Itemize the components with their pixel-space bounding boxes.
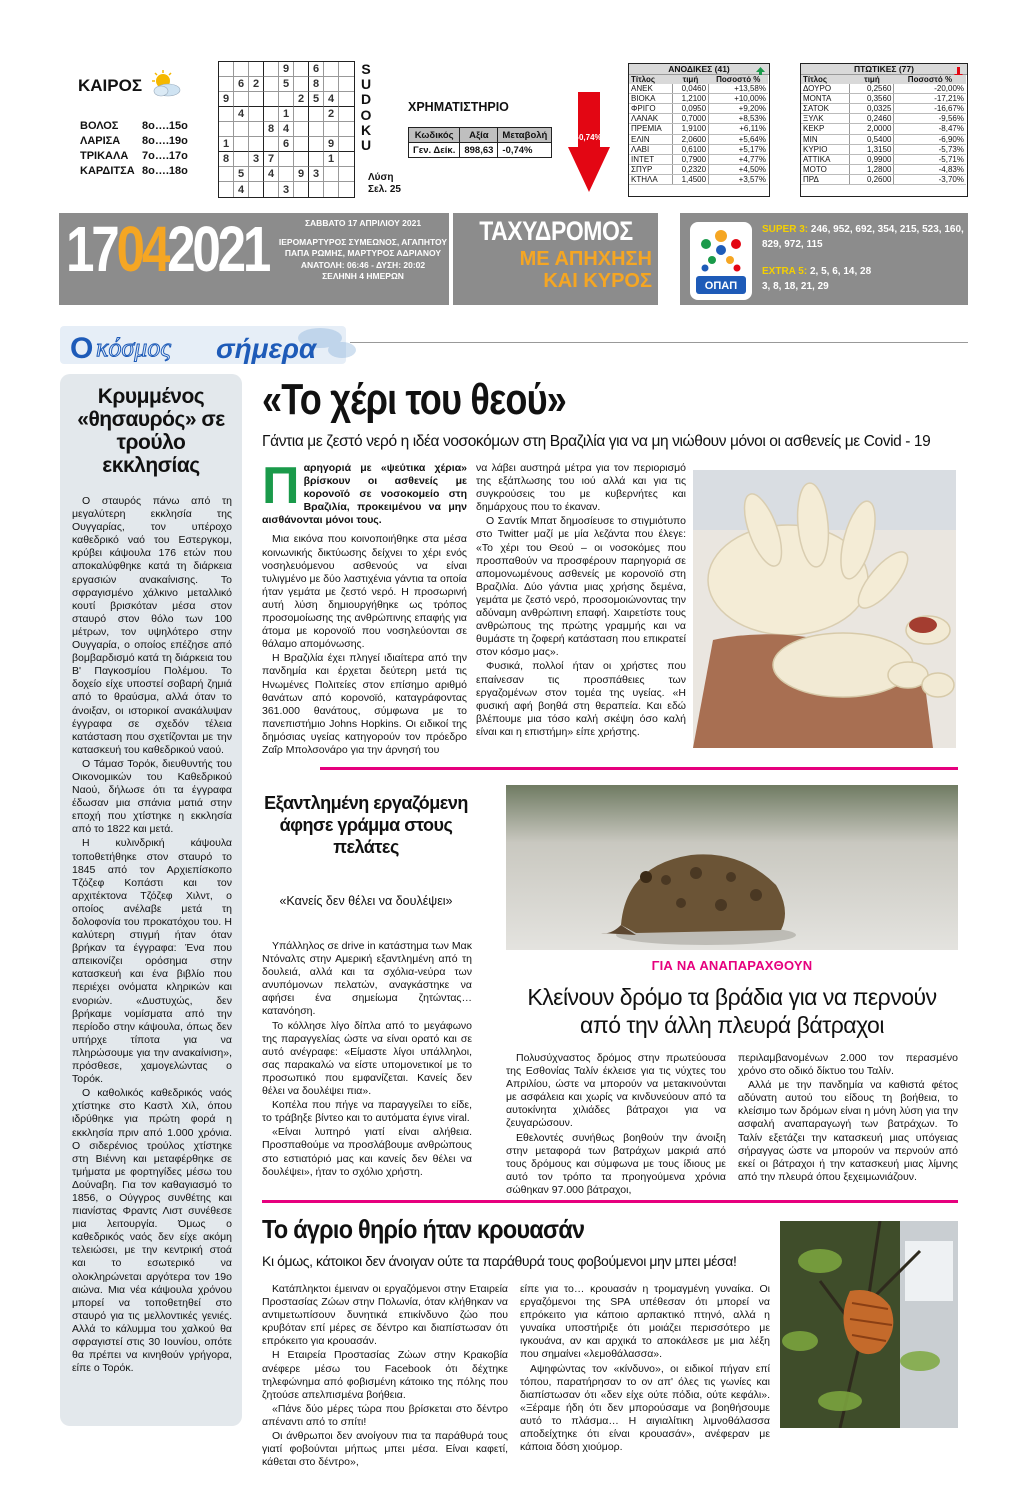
table-cell: +5,17% [709, 144, 768, 154]
table-cell: ΕΛΙΝ [629, 134, 672, 144]
table-cell: 0,3560 [850, 94, 894, 104]
table-header: Τίτλος [801, 75, 850, 84]
sudoku-cell [339, 152, 354, 167]
table-header: τιμή [850, 75, 894, 84]
frog-article-column-2: περιλαμβανομένων 2.000 τον περασμένο χρόνο στο οδικό δίκτυο του Ταλίν. Αλλά με την πανδημία να καθιστά φέτος αδύνατη αυτού του είδους τη βοήθεια, το κλείσιμο των δρόμων είναι η μόνη λύση για την ασφαλή αναπαραγωγή των βατράχων. Το Ταλίν εξετάζει την κατασκευή μιας υπόγειας σήραγγας ώστε να μπορούν να περνούν από εκεί οι βάτραχοι ή την κατασκευή μιας λίμνης από την πλευρά όπου ξεχειμωνιάζουν. [738, 1052, 958, 1183]
sudoku-cell [264, 137, 279, 152]
sudoku-cell: 1 [219, 137, 234, 152]
table-cell: 1,2100 [672, 94, 708, 104]
table-row [629, 144, 768, 154]
sudoku-cell [324, 122, 339, 137]
sudoku-cell [324, 77, 339, 92]
index-change-label: -0,74% [576, 133, 602, 142]
main-article-column-1: Παρηγοριά με «ψεύτικα χέρια» βρίσκουν οι ασθενείς με κορονοϊό σε νοσοκομείο στη Βραζιλία, προκειμένου να μην αισθάνονται μόνοι τους. Μια εικόνα που κοινοποιήθηκε στα μέσα κοινωνικής δικτύωσης δείχνει το χέρι ενός νοσηλευόμενου ασθενούς να είναι τυλιγμένο με δύο λαστιχένια γάντια τα οποία ήταν γεμάτα με ζεστό νερό. Η προσωρινή αυτή λύση δημιουργήθηκε ως τρόπος προσομοίωσης της ανθρώπινης επαφής για άτομα με κορονοϊό που νοσηλεύονται σε θάλαμο απομόνωσης. Η Βραζιλία έχει πληγεί ιδιαίτερα από την πανδημία και έρχεται δεύτερη μετά τις Ηνωμένες Πολιτείες στον επίσημο αριθμό θανάτων από κορονοϊό, καταγράφοντας 361.000 θανάτους, σύμφωνα με το πανεπιστήμιο Johns Hopkins. Οι ειδικοί της δημόσιας υγείας κατηγορούν τον πρόεδρο Ζαΐρ Μπολσονάρο για την άρνησή του [262, 457, 467, 756]
table-cell: -3,70% [894, 174, 966, 184]
sudoku-cell [294, 77, 309, 92]
main-article-lead: αρηγοριά με «ψεύτικα χέρια» βρίσκουν οι ασθενείς με κορονοϊό σε νοσοκομείο στη Βραζιλία, προκειμένου να μην αισθάνονται μόνοι τους. [262, 462, 467, 527]
sudoku-cell [264, 182, 279, 197]
sudoku-letter: D [360, 91, 372, 108]
table-cell: 0,2560 [850, 84, 894, 94]
table-row [801, 114, 966, 124]
losers-rows [801, 75, 966, 185]
sudoku-cell: 5 [309, 92, 324, 107]
section-word-1: Ο [70, 332, 94, 365]
table-cell: ΦΡΙΓΟ [629, 104, 672, 114]
section-header [60, 318, 970, 370]
sudoku-cell [339, 167, 354, 182]
sudoku-cell: 2 [249, 77, 264, 92]
sudoku-letter: U [360, 76, 372, 93]
worker-article-subtitle: «Κανείς δεν θέλει να δουλέψει» [279, 894, 453, 908]
sudoku-cell: 2 [294, 92, 309, 107]
sudoku-cell [264, 62, 279, 77]
section-word-2: κόσμος [96, 333, 171, 362]
sudoku-cell: 9 [219, 92, 234, 107]
sudoku-cell [264, 77, 279, 92]
issue-date: 17042021 [66, 213, 269, 285]
opap-logo [690, 222, 752, 300]
table-cell: +13,58% [709, 84, 768, 94]
table-header: Ποσοστό % [709, 75, 768, 84]
sudoku-cell [219, 122, 234, 137]
table-row [629, 104, 768, 114]
sudoku-cell [219, 77, 234, 92]
table-row [629, 94, 768, 104]
sudoku-cell: 3 [249, 152, 264, 167]
sudoku-cell: 3 [309, 167, 324, 182]
sudoku-cell [219, 62, 234, 77]
table-cell: ΚΤΗΛΑ [629, 174, 672, 184]
sudoku-cell [339, 92, 354, 107]
svg-text:ΟΠΑΠ: ΟΠΑΠ [704, 280, 738, 292]
table-cell: ΠΡΔ [801, 174, 850, 184]
table-cell: +9,20% [709, 104, 768, 114]
frog-article-column-1: Πολυσύχναστος δρόμος στην πρωτεύουσα της Εσθονίας Ταλίν έκλεισε για τις νύχτες του Απριλίου, ώστε να μπορούν να μετακινούνται με ασφάλεια και χωρίς να κινδυνεύουν από τα αυτοκίνητα χιλιάδες βάτραχοι για να ζευγαρώσουν. Εθελοντές συνήθως βοηθούν την άνοιξη στην μεταφορά των βατράχων μακριά από τους δρόμους και σύμφωνα με τους ίδιους με αυτό τον τρόπο τα προηγούμενα χρόνια σώθηκαν 97.000 βάτραχοι, [506, 1052, 726, 1196]
sudoku-cell: 5 [234, 167, 249, 182]
table-cell: ΜΟΝΤΑ [801, 94, 850, 104]
sudoku-cell [249, 137, 264, 152]
table-cell: -9,56% [894, 114, 966, 124]
sudoku-cell [339, 122, 354, 137]
table-cell: 1,2800 [850, 164, 894, 174]
table-cell: ΛΑΝΑΚ [629, 114, 672, 124]
sudoku-grid [218, 61, 355, 198]
sudoku-cell [339, 137, 354, 152]
table-row [801, 124, 966, 134]
sudoku-cell [339, 77, 354, 92]
table-row [801, 94, 966, 104]
sudoku-cell [324, 167, 339, 182]
losers-table [800, 63, 968, 197]
section-divider [320, 767, 958, 770]
gainers-title: ΑΝΟΔΙΚΕΣ (41) [629, 64, 769, 75]
table-cell: -6,90% [894, 134, 966, 144]
sudoku-cell [294, 137, 309, 152]
sudoku-cell: 6 [234, 77, 249, 92]
sudoku-cell [309, 107, 324, 122]
sudoku-cell [219, 182, 234, 197]
weather-row: ΒΟΛΟΣ 8ο….15ο [80, 120, 188, 132]
sudoku-cell [279, 92, 294, 107]
table-cell: ΙΝΤΕΤ [629, 154, 672, 164]
sudoku-cell: 3 [279, 182, 294, 197]
table-row [801, 174, 966, 184]
table-cell: -17,21% [894, 94, 966, 104]
date-details: ΣΑΒΒΑΤΟ 17 ΑΠΡΙΛΙΟΥ 2021 ΙΕΡΟΜΑΡΤΥΡΟΣ ΣΥΜΕΩΝΟΣ, ΑΓΑΠΗΤΟΥ ΠΑΠΑ ΡΩΜΗΣ, ΜΑΡΤΥΡΟΣ ΑΔΡΙΑΝΟΥ ΑΝΑΤΟΛΗ: 06:46 - ΔΥΣΗ: 20:02 ΣΕΛΗΝΗ 4 ΗΜΕΡΩΝ [278, 218, 448, 281]
sudoku-cell [309, 122, 324, 137]
newspaper-tagline: ΜΕ ΑΠΗΧΗΣΗ ΚΑΙ ΚΥΡΟΣ [519, 248, 652, 292]
table-cell: 0,2460 [850, 114, 894, 124]
table-cell: ΒΙΟΚΑ [629, 94, 672, 104]
sudoku-cell [249, 62, 264, 77]
main-article-column-2: να λάβει αυστηρά μέτρα για τον περιορισμό της εξάπλωσης του ιού αλλά και για τις συγκρούσεις του με κυβερνήτες και δημάρχους που το έκαναν. Ο Σαντίκ Μπατ δημοσίευσε το στιγμιότυπο στο Twitter μαζί με μία λεζάντα που έλεγε: «Το χέρι του Θεού – οι νοσοκόμες που προσπαθούν να προσφέρουν παρηγοριά σε απομονωμένους ασθενείς με κορονοϊό στη Βραζιλία. Δύο γάντια μιας χρήσης δεμένα, γεμάτα με ζεστό νερό, προσομοιώνοντας την αδύναμη ανθρώπινη επαφή. Χαιρετίστε τους ανθρώπους της πρώτης γραμμής και να θυμάστε τη ζοφερή κατάσταση που επικρατεί στον κόσμο μας». Φυσικά, πολλοί ήταν οι χρήστες που επαίνεσαν τις προσπάθειες των εργαζομένων στον τομέα της υγείας. «Η φυσική αφή βοηθά στη θεραπεία. Και εδώ βλέπουμε μια τόσο καλή σκέψη όσο καλή είναι και η επιστήμη» είπε χρήστης. [476, 462, 686, 738]
sudoku-cell: 4 [279, 122, 294, 137]
sudoku-cell [219, 107, 234, 122]
sudoku-cell: 1 [279, 107, 294, 122]
sudoku-cell: 4 [234, 182, 249, 197]
table-cell: 0,6100 [672, 144, 708, 154]
sudoku-cell: 9 [324, 137, 339, 152]
table-header: τιμή [672, 75, 708, 84]
sudoku-cell [309, 152, 324, 167]
croissant-article-column-1: Κατάπληκτοι έμειναν οι εργαζόμενοι στην Εταιρεία Προστασίας Ζώων στην Πολωνία, όταν κλήθηκαν να αντιμετωπίσουν δυνητικά επικίνδυνο ζώο που κρυβόταν επί μέρες σε δέντρο και διαπίστωσαν ότι επρόκειτο για κρουασάν. Η Εταιρεία Προστασίας Ζώων στην Κρακοβία ανέφερε μέσω του Facebook ότι δέχτηκε τηλεφώνημα από φοβισμένη κάτοικο της πόλης που ζητούσε απελπισμένα βοήθεια. «Πάνε δύο μέρες τώρα που βρίσκεται στο δέντρο απέναντι από το σπίτι! Οι άνθρωποι δεν ανοίγουν πια τα παράθυρά τους γιατί φοβούνται μήπως μπει μέσα. Είναι καφετί, κάθεται στο δέντρο», [262, 1283, 508, 1469]
sudoku-cell [264, 92, 279, 107]
sudoku-cell: 5 [279, 77, 294, 92]
main-article-title: «Το χέρι του θεού» [262, 375, 567, 424]
table-cell: +5,64% [709, 134, 768, 144]
table-cell: ΛΑΒΙ [629, 144, 672, 154]
sudoku-cell: 6 [279, 137, 294, 152]
table-row [801, 134, 966, 144]
sudoku-cell [234, 92, 249, 107]
sudoku-cell [294, 152, 309, 167]
table-cell: +6,11% [709, 124, 768, 134]
table-cell: 0,9900 [850, 154, 894, 164]
sun-cloud-icon [148, 70, 182, 98]
sudoku-cell [294, 62, 309, 77]
sudoku-cell: 6 [309, 62, 324, 77]
table-row [629, 124, 768, 134]
table-cell: 0,2320 [672, 164, 708, 174]
sudoku-cell [294, 182, 309, 197]
croissant-article-column-2: είπε για το… κρουασάν η τρομαγμένη γυναίκα. Οι εργαζόμενοι της SPA υπέθεσαν ότι μπορεί να επρόκειτο για κάποιο αρπακτικό πτηνό, αλλά η γυναίκα υποστήριξε ότι μοιάζει περισσότερο με ιγκουάνα, αν και αρχικά το αποκάλεσε με μια λέξη που σημαίνει «λεμοθάλασσα». Αψηφώντας τον «κίνδυνο», οι ειδικοί πήγαν επί τόπου, παρατήρησαν το ον απ' όλες τις γωνίες και διαπίστωσαν ότι «δεν είχε ούτε πόδια, ούτε κεφάλι». «Ξέραμε ήδη ότι δεν μπορούσαμε να βοηθήσουμε αυτό το πλάσμα… Η αιγιαλίτικη λιμνοθάλασσα αποδείχτηκε ότι είναι κρουασάν», ανέφεραν με κάποια δόση χιούμορ. [520, 1283, 770, 1454]
table-cell: 2,0600 [672, 134, 708, 144]
sudoku-cell [249, 167, 264, 182]
table-cell: -20,00% [894, 84, 966, 94]
sudoku-cell: 4 [234, 107, 249, 122]
table-cell: 2,0000 [850, 124, 894, 134]
table-row [801, 144, 966, 154]
table-cell: 1,4500 [672, 174, 708, 184]
table-cell: +10,00% [709, 94, 768, 104]
frog-article-title: Κλείνουν δρόμο τα βράδια για να περνούν από την άλλη πλευρά βάτραχοι [527, 984, 937, 1038]
table-cell: 1,9100 [672, 124, 708, 134]
sudoku-cell [339, 182, 354, 197]
sudoku-letter: U [360, 137, 372, 154]
sudoku-cell [264, 107, 279, 122]
table-cell: ΜΙΝ [801, 134, 850, 144]
sudoku-cell [249, 107, 264, 122]
sudoku-cell [234, 62, 249, 77]
table-row [801, 104, 966, 114]
table-cell: 0,0950 [672, 104, 708, 114]
stock-title: ΧΡΗΜΑΤΙΣΤΗΡΙΟ [408, 100, 509, 114]
table-row [801, 84, 966, 94]
croissant-in-tree-photo [780, 1221, 958, 1428]
table-cell: -5,73% [894, 144, 966, 154]
sudoku-cell: 2 [324, 107, 339, 122]
table-cell: -5,71% [894, 154, 966, 164]
down-arrow-icon [568, 92, 610, 192]
sudoku-cell: 9 [279, 62, 294, 77]
table-cell: ΔΟΥΡΟ [801, 84, 850, 94]
table-cell: -4,83% [894, 164, 966, 174]
table-row [801, 164, 966, 174]
sudoku-cell [234, 122, 249, 137]
sudoku-solution-note: Λύση Σελ. 25 [368, 172, 401, 195]
table-cell: ΣΑΤΟΚ [801, 104, 850, 114]
newspaper-title: ΤΑΧΥΔΡΟΜΟΣ [479, 216, 633, 246]
table-cell: +3,57% [709, 174, 768, 184]
section-rule [350, 342, 968, 343]
sudoku-cell [234, 137, 249, 152]
sudoku-cell [339, 107, 354, 122]
table-row [629, 134, 768, 144]
table-cell: 0,7900 [672, 154, 708, 164]
table-row [801, 154, 966, 164]
sidebar-article-title: Κρυμμένος «θησαυρός» σε τρούλο εκκλησίας [77, 385, 225, 477]
section-word-3: σήμερα [216, 333, 317, 364]
sudoku-cell [309, 182, 324, 197]
opap-results: SUPER 3: 246, 952, 692, 354, 215, 523, 160, 829, 972, 115 EXTRA 5: 2, 5, 6, 14, 28 3, 8, 18, 21, 29 [762, 224, 964, 292]
stock-index-table: Κωδικός Αξία Μεταβολή Γεν. Δείκ. 898,63 -0,74% [408, 127, 552, 158]
worker-article-title: Εξαντλημένη εργαζόμενη άφησε γράμμα στους πελάτες [264, 793, 468, 857]
table-cell: ΚΕΚΡ [801, 124, 850, 134]
gainers-rows [629, 75, 768, 185]
frog-article-kicker: ΓΙΑ ΝΑ ΑΝΑΠΑΡΑΧΘΟΥΝ [651, 958, 813, 973]
drop-cap: Π [262, 457, 300, 515]
croissant-article-title: Το άγριο θηρίο ήταν κρουασάν [262, 1214, 585, 1244]
sudoku-cell: 8 [264, 122, 279, 137]
table-row [629, 114, 768, 124]
table-cell: 0,0325 [850, 104, 894, 114]
table-cell: 0,5400 [850, 134, 894, 144]
table-cell: ΜΟΤΟ [801, 164, 850, 174]
sudoku-cell [279, 152, 294, 167]
sudoku-cell [339, 62, 354, 77]
sudoku-cell [249, 182, 264, 197]
gainers-table [628, 63, 770, 197]
sudoku-cell: 8 [309, 77, 324, 92]
sudoku-letter: S [361, 61, 371, 77]
sudoku-cell [279, 167, 294, 182]
table-row [629, 164, 768, 174]
gloved-hand-photo [693, 470, 956, 748]
table-cell: ΞΥΛΚ [801, 114, 850, 124]
table-row [629, 154, 768, 164]
sudoku-cell [294, 122, 309, 137]
table-row [629, 84, 768, 94]
table-cell: +4,50% [709, 164, 768, 174]
table-cell: ΠΡΕΜΙΑ [629, 124, 672, 134]
sudoku-cell [249, 92, 264, 107]
sudoku-cell [324, 62, 339, 77]
losers-title: ΠΤΩΤΙΚΕΣ (77) [801, 64, 967, 75]
sudoku-letter: O [360, 106, 372, 123]
sudoku-cell [249, 122, 264, 137]
table-cell: ΑΤΤΙΚΑ [801, 154, 850, 164]
weather-row: ΛΑΡΙΣΑ 8ο….19ο [80, 135, 188, 147]
sudoku-cell: 1 [324, 152, 339, 167]
sudoku-cell [324, 182, 339, 197]
sudoku-letter: K [360, 121, 372, 138]
sudoku-cell: 8 [219, 152, 234, 167]
main-article-subtitle: Γάντια με ζεστό νερό η ιδέα νοσοκόμων στη Βραζιλία για να μη νιώθουν μόνοι οι ασθενείς με Covid - 19 [262, 433, 931, 450]
weather-title: ΚΑΙΡΟΣ [78, 76, 143, 95]
sudoku-cell [219, 167, 234, 182]
table-cell: 0,2600 [850, 174, 894, 184]
table-cell: 1,3150 [850, 144, 894, 154]
sudoku-cell [234, 152, 249, 167]
table-header: Τίτλος [629, 75, 672, 84]
sidebar-article-body: Ο σταυρός πάνω από τη μεγαλύτερη εκκλησία της Ουγγαρίας, τον υπέροχο καθεδρικό ναό του Εστεργκομ, κρύβει κάψουλα 176 ετών που αποκαλύφθηκε κατά τη διάρκεια εργασιών ανακαίνισης. Το σφραγισμένο χάλκινο μεταλλικό κουτί βρισκόταν μέσα στον σταυρό στον θόλο των 100 μέτρων, τον υψηλότερο στην Ουγγαρία, ο οποίος επέζησε από βομβαρδισμό κατά τη διάρκεια του Β' Παγκοσμίου Πολέμου. Το δοχείο είχε υποστεί σοβαρή ζημιά από το θραύσμα, αλλά όταν το άνοιξαν, οι ιστορικοί ανακάλυψαν έγγραφα σε σχεδόν τέλεια κατάσταση που σχετίζονται με την κατασκευή του καθεδρικού ναού. Ο Τάμασ Τορόκ, διευθυντής του Οικονομικών του Καθεδρικού Ναού, δήλωσε ότι τα έγγραφα έδωσαν μια σπάνια ματιά στην εποχή που χτίστηκε η εκκλησία από το 1822 και μετά. Η κυλινδρική κάψουλα τοποθετήθηκε στον σταυρό το 1845 από τον Αρχιεπίσκοπο Τζόζεφ Κοπάστι και τον αρχιτέκτονα Τζόζεφ Χιλντ, ο οποίος ανέλαβε μετά τη δολοφονία του προκατόχου του. Η καλύτερη στιγμή ήταν όταν βρήκαν τα έγγραφα: Ένα που απεικονίζει ορόσημα στην κατασκευή και ένα βιβλίο που περιέχει ονόματα κληρικών και ενοριών. «Δυστυχώς, δεν βρήκαμε νομίσματα από την περίοδο στην κάψουλα, όπως δεν υπήρχε τίποτα για να πληρώσουμε για την ανακαίνιση», πρόσθεσε, χαμογελώντας ο Τορόκ. Ο καθολικός καθεδρικός ναός χτίστηκε στο Καστλ Χιλ, όπου ιδρύθηκε για πρώτη φορά η εκκλησία πριν από 1.000 χρόνια. Ο σιδερένιος τρούλος χτίστηκε στη Βιέννη και μεταφέρθηκε σε τμήματα με φορτηγίδες μέσω του Δούναβη. Για τον καθαγιασμό το 1856, ο Ούγγρος συνθέτης και πιανίστας Φραντς Λιστ συνέθεσε μια λειτουργία. Όμως ο καθεδρικός ναός δεν είχε ακόμη τελειώσει, με την κεντρική στοά και το εσωτερικό να ολοκληρώνεται αργότερα τον 19ο αιώνα. Μια νέα κάψουλα χρόνου μπορεί να τοποθετηθεί στο σταυρό για τις μελλοντικές γενιές. Αλλά το κάλυμμα του χαλκού θα σφραγιστεί στις 30 Ιουνίου, οπότε θα πρέπει να κινηθούν γρήγορα, είπε ο Τορόκ. [72, 495, 232, 1375]
table-header: Ποσοστό % [894, 75, 966, 84]
section-divider [262, 1200, 958, 1203]
table-cell: +4,77% [709, 154, 768, 164]
table-cell: 0,0460 [672, 84, 708, 94]
table-cell: ΚΥΡΙΟ [801, 144, 850, 154]
weather-row: ΚΑΡΔΙΤΣΑ 8ο….18ο [80, 165, 188, 177]
table-cell: +8,53% [709, 114, 768, 124]
table-row [629, 174, 768, 184]
sudoku-cell: 7 [264, 152, 279, 167]
table-cell: -8,47% [894, 124, 966, 134]
weather-row: ΤΡΙΚΑΛΑ 7ο….17ο [80, 150, 188, 162]
sudoku-cell: 9 [294, 167, 309, 182]
table-cell: -16,67% [894, 104, 966, 114]
frog-photo [506, 785, 958, 950]
table-cell: ΣΠΥΡ [629, 164, 672, 174]
table-cell: ΑΝΕΚ [629, 84, 672, 94]
sudoku-cell [309, 137, 324, 152]
worker-article-body: Υπάλληλος σε drive in κατάστημα των Μακ Ντόναλτς στην Αμερική εξαντλημένη από τη δουλειά, αλλά και τα σχόλια-νεύρα των ανυπόμονων πελατών, αναγκάστηκε να αφήσει ένα σημείωμα ζητώντας… κατανόηση. Το κόλλησε λίγο δίπλα από το μεγάφωνο της παραγγελίας ώστε να είναι ορατό και σε αυτό ανέγραφε: «Είμαστε λίγοι υπάλληλοι, σας παρακαλώ να είστε υπομονετικοί με το προσωπικό που εμφανίζεται. Κανείς δεν θέλει να δουλέψει πια». Κοπέλα που πήγε να παραγγείλει το είδε, το τράβηξε βίντεο και το αυτόματα έγινε viral. «Είναι λυπηρό γιατί είναι αλήθεια. Προσπαθούμε να προσλάβουμε ανθρώπους στο εστιατόριό μας και κανείς δεν θέλει να δουλέψει», ήταν το σχόλιο χρήστη. [262, 940, 472, 1178]
sudoku-cell: 4 [324, 92, 339, 107]
table-cell: 0,7000 [672, 114, 708, 124]
sudoku-title [360, 62, 372, 153]
croissant-article-subtitle: Κι όμως, κάτοικοι δεν άνοιγαν ούτε τα παράθυρά τους φοβούμενοι μην μπει μέσα! [262, 1253, 737, 1269]
sudoku-cell: 4 [264, 167, 279, 182]
sudoku-cell [294, 107, 309, 122]
